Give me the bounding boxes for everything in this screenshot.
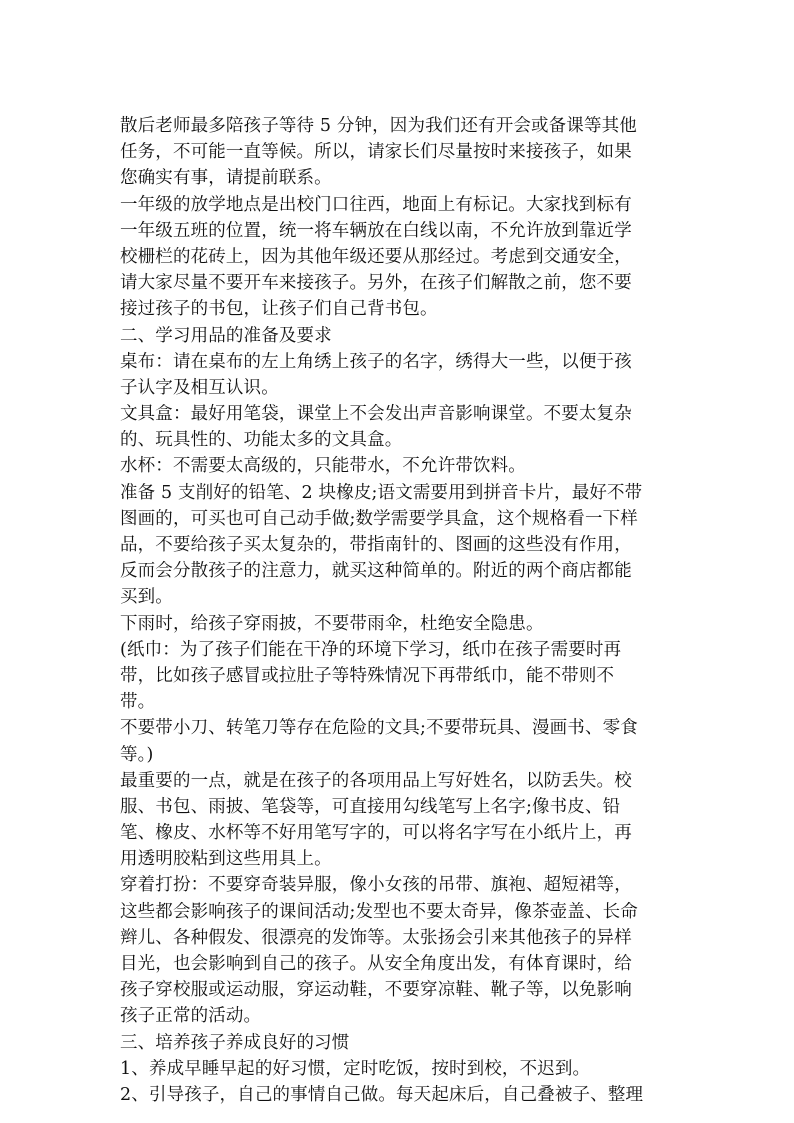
- text-line: 服、书包、雨披、笔袋等，可直接用勾线笔写上名字;像书皮、铅: [120, 796, 621, 817]
- text-line: 水杯：不需要太高级的，只能带水，不允许带饮料。: [120, 456, 526, 477]
- section-heading: 三、培养孩子养成良好的习惯: [120, 1032, 350, 1053]
- text-line: 带。: [120, 692, 156, 713]
- text-line: 等。): [120, 744, 154, 765]
- document-body: [120, 113, 680, 1108]
- text-line: 孩子穿校服或运动服，穿运动鞋，不要穿凉鞋、靴子等，以免影响: [120, 980, 632, 1001]
- text-line: 反而会分散孩子的注意力，就买这种简单的。附近的两个商店都能: [120, 561, 632, 582]
- text-line: 买到。: [120, 587, 173, 608]
- text-line: 您确实有事，请提前联系。: [120, 168, 332, 189]
- text-line: 这些都会影响孩子的课间活动;发型也不要太奇异，像茶壶盖、长命: [120, 901, 638, 922]
- text-line: 散后老师最多陪孩子等待 5 分钟，因为我们还有开会或备课等其他: [120, 116, 637, 136]
- text-line: 的、玩具性的、功能太多的文具盒。: [120, 430, 403, 451]
- text-line: 任务，不可能一直等候。所以，请家长们尽量按时来接孩子，如果: [120, 142, 632, 163]
- list-item: 2、引导孩子，自己的事情自己做。每天起床后，自己叠被子、整理: [120, 1084, 644, 1105]
- text-line: 穿着打扮：不要穿奇装异服，像小女孩的吊带、旗袍、超短裙等，: [120, 875, 632, 896]
- text-line: 一年级的放学地点是出校门口往西，地面上有标记。大家找到标有: [120, 194, 632, 215]
- text-line: 目光，也会影响到自己的孩子。从安全角度出发，有体育课时，给: [120, 954, 632, 974]
- text-line: 子认字及相互认识。: [120, 377, 279, 398]
- text-line: 图画的，可买也可自己动手做;数学需要学具盒，这个规格看一下样: [120, 508, 638, 529]
- text-line: 品，不要给孩子买太复杂的，带指南针的、图画的这些没有作用，: [120, 535, 632, 555]
- text-line: 孩子正常的活动。: [120, 1006, 262, 1027]
- text-line: 桌布：请在桌布的左上角绣上孩子的名字，绣得大一些，以便于孩: [120, 351, 632, 372]
- text-line: 请大家尽量不要开车来接孩子。另外，在孩子们解散之前，您不要: [120, 273, 632, 294]
- list-item: 1、养成早睡早起的好习惯，定时吃饭，按时到校，不迟到。: [120, 1058, 591, 1079]
- text-line: 接过孩子的书包，让孩子们自己背书包。: [120, 299, 438, 320]
- text-line: (纸巾：为了孩子们能在干净的环境下学习，纸巾在孩子需要时再: [120, 639, 622, 660]
- text-line: 带，比如孩子感冒或拉肚子等特殊情况下再带纸巾，能不带则不: [120, 665, 615, 686]
- text-line: 校栅栏的花砖上，因为其他年级还要从那经过。考虑到交通安全，: [120, 246, 632, 267]
- text-line: 文具盒：最好用笔袋，课堂上不会发出声音影响课堂。不要太复杂: [120, 404, 632, 425]
- section-heading: 二、学习用品的准备及要求: [120, 325, 332, 346]
- text-line: 下雨时，给孩子穿雨披，不要带雨伞，杜绝安全隐患。: [120, 613, 544, 634]
- text-line: 辫儿、各种假发、很漂亮的发饰等。太张扬会引来其他孩子的异样: [120, 927, 632, 948]
- text-line: 笔、橡皮、水杯等不好用笔写字的，可以将名字写在小纸片上，再: [120, 823, 632, 844]
- text-line: 用透明胶粘到这些用具上。: [120, 849, 332, 870]
- text-line: 最重要的一点，就是在孩子的各项用品上写好姓名，以防丢失。校: [120, 770, 632, 791]
- text-line: 准备 5 支削好的铅笔、2 块橡皮;语文需要用到拼音卡片，最好不带: [120, 482, 643, 503]
- text-line: 不要带小刀、转笔刀等存在危险的文具;不要带玩具、漫画书、零食: [120, 718, 638, 739]
- text-line: 一年级五班的位置，统一将车辆放在白线以南，不允许放到靠近学: [120, 220, 632, 241]
